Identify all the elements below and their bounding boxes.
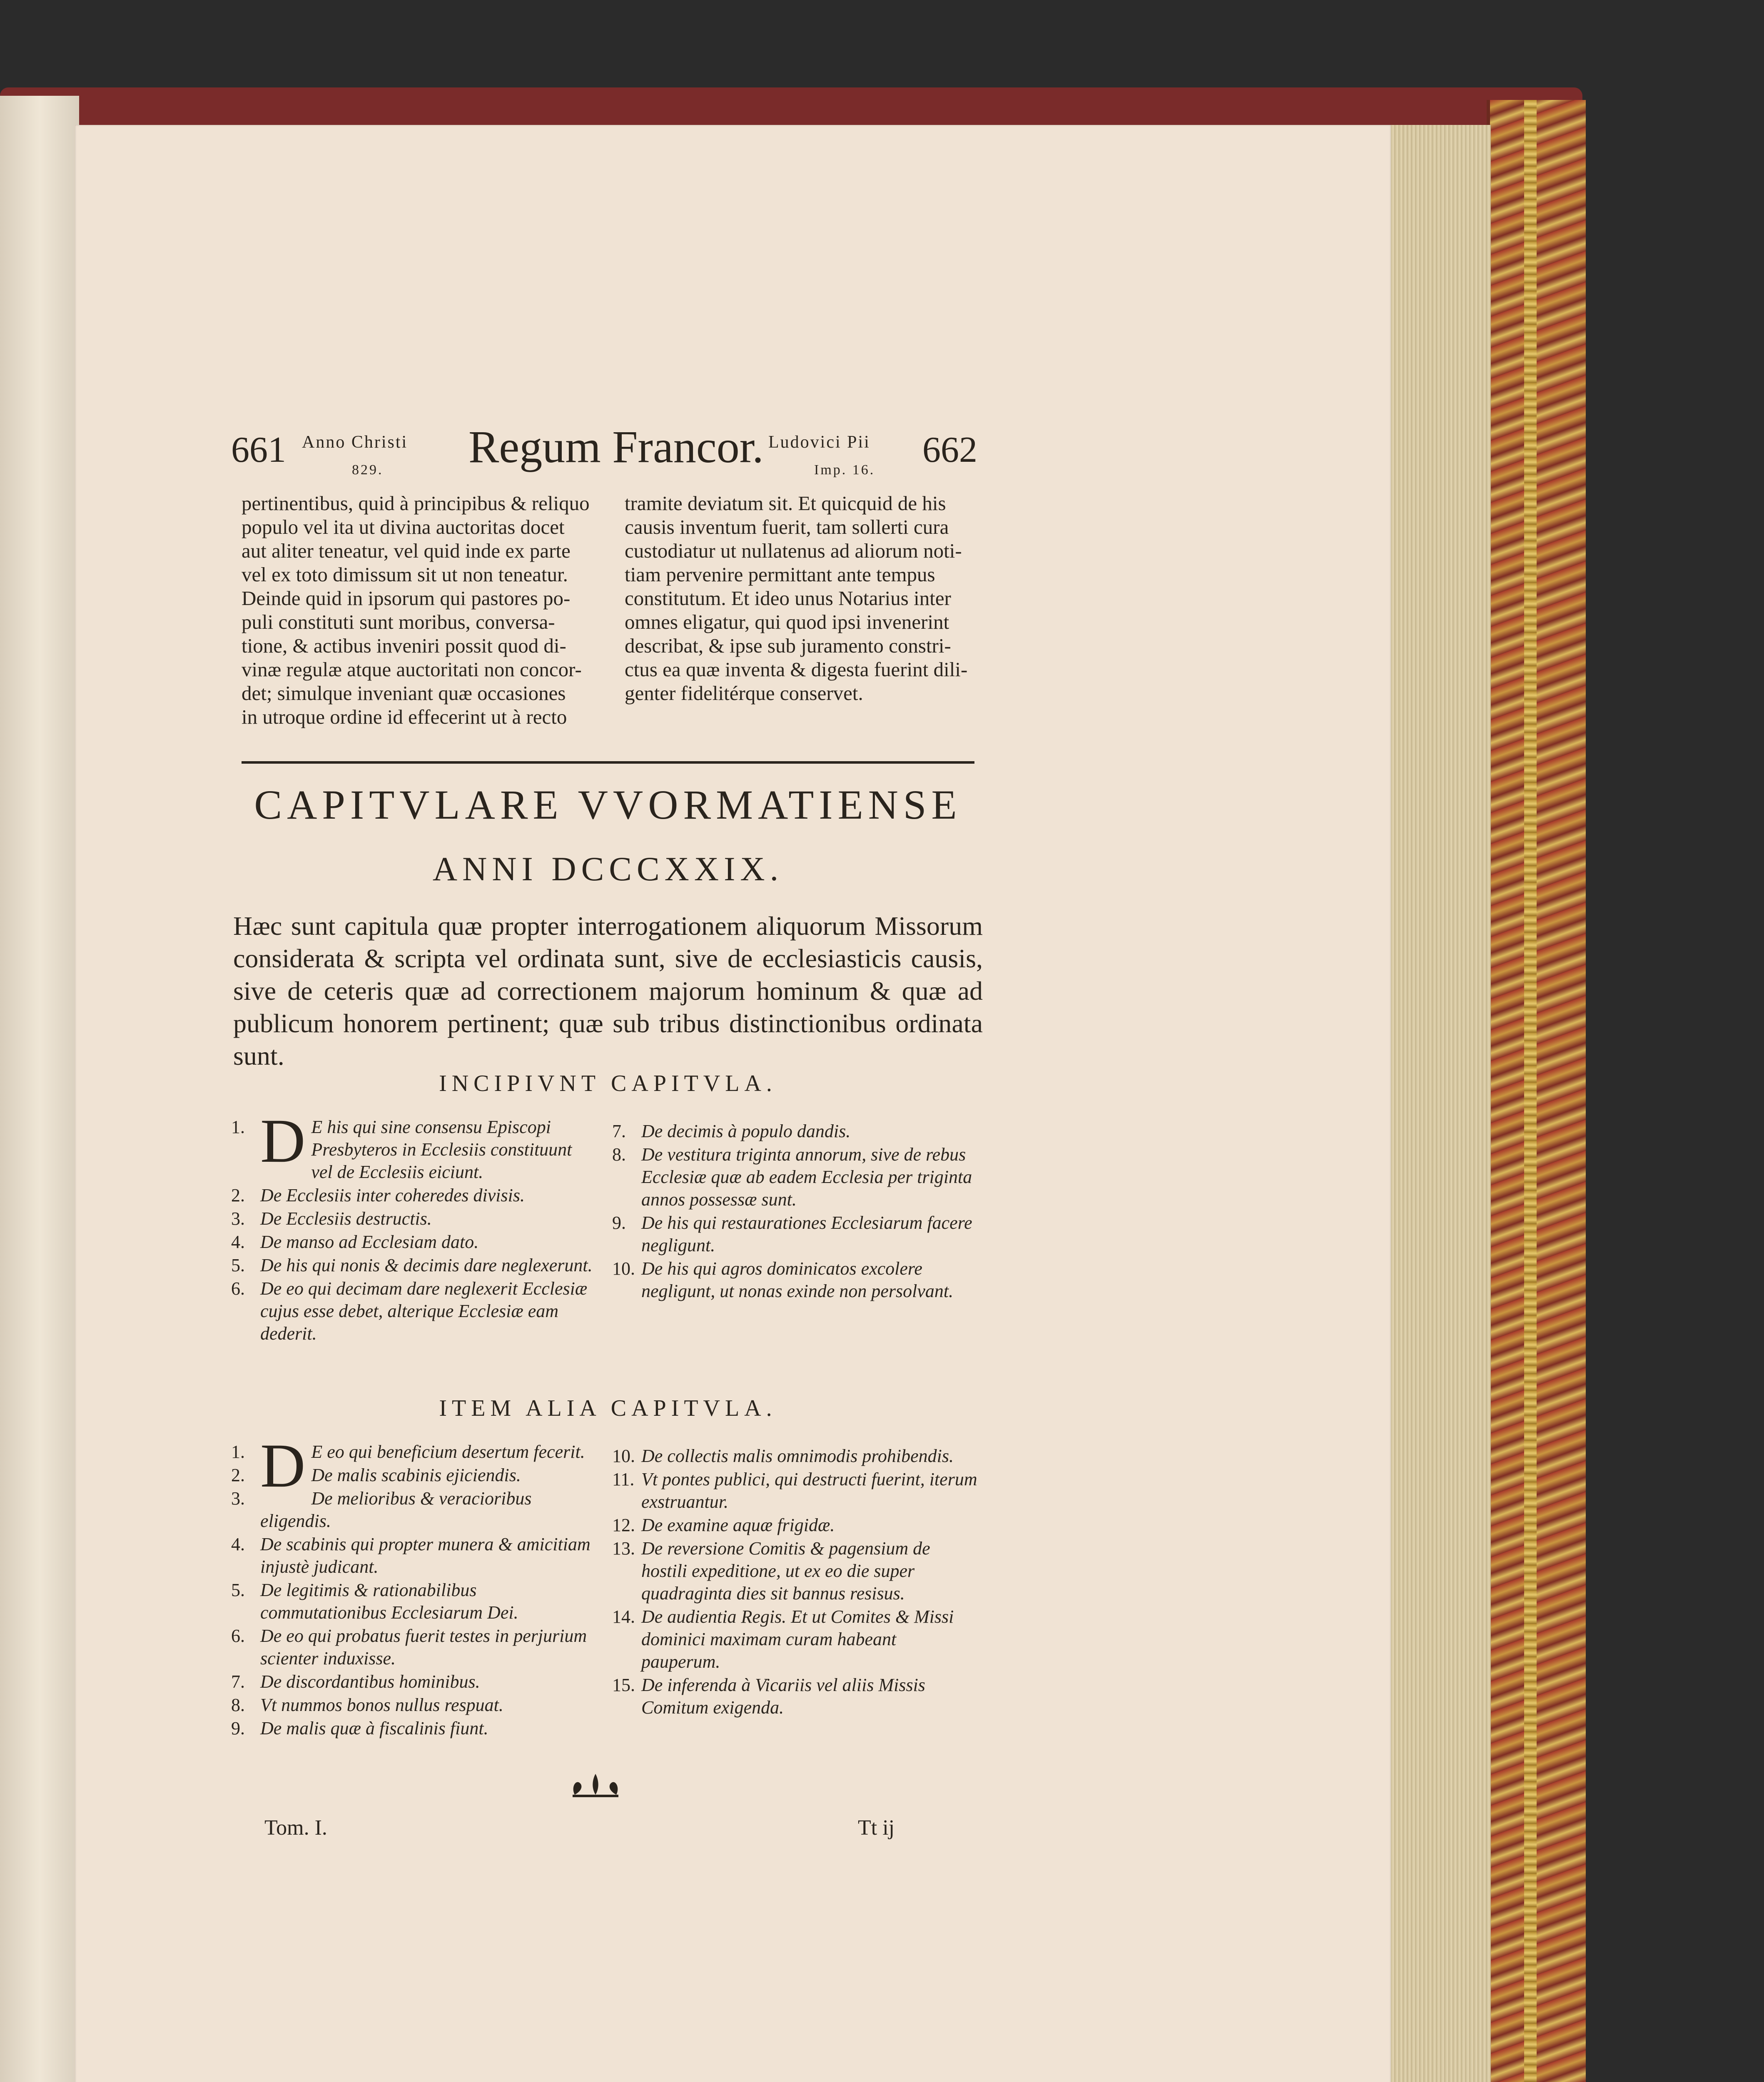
- item-number: 10.: [612, 1446, 635, 1466]
- item-number: 2.: [231, 1185, 245, 1205]
- page-fore-edge: [1374, 125, 1491, 2082]
- list-item: [612, 1212, 979, 1257]
- section2-right-list: [612, 1445, 979, 1720]
- item-text: Vt pontes publici, qui destructi fuerint, iterum exstruantur.: [641, 1469, 977, 1512]
- list-item: [231, 1694, 593, 1716]
- text-line: tione, & actibus inveniri possit quod di-: [242, 634, 566, 657]
- chapter-intro: Hæc sunt capitula quæ propter interrogationem aliquorum Missorum considerata & scripta vel ordinata sunt, sive de ecclesiasticis causis, sive de ceteris quæ ad correctionem majorum hominum & quæ ad publicum honorem pertinent; quæ sub tribus distinctionibus ordinata sunt.: [233, 911, 983, 1071]
- gilt-border: [1524, 100, 1537, 2082]
- footer-signature: Tt ij: [858, 1816, 895, 1840]
- section2-left-list: [231, 1431, 593, 1741]
- list-item: [231, 1184, 593, 1207]
- section-rule: [242, 761, 974, 764]
- fleuron-ornament-icon: [566, 1770, 625, 1799]
- list-item: [231, 1533, 593, 1578]
- text-line: aut aliter teneatur, vel quid inde ex parte: [242, 539, 571, 562]
- drop-cap: D: [260, 1106, 306, 1175]
- list-item: [231, 1106, 593, 1183]
- item-text: De malis quæ à fiscalinis fiunt.: [260, 1718, 488, 1738]
- item-text: De collectis malis omnimodis prohibendis.: [641, 1446, 954, 1466]
- item-number: 8.: [612, 1144, 626, 1165]
- list-item: [612, 1514, 979, 1537]
- drop-cap: D: [260, 1431, 306, 1500]
- item-text: De his qui restaurationes Ecclesiarum facere negligunt.: [641, 1213, 972, 1255]
- item-number: 7.: [231, 1671, 245, 1692]
- text-line: omnes eligatur, qui quod ipsi invenerint: [625, 610, 949, 633]
- list-item: [612, 1120, 979, 1143]
- text-line: vinæ regulæ atque auctoritati non concor-: [242, 658, 582, 681]
- item-number: 8.: [231, 1695, 245, 1715]
- text-line: tiam pervenire permittant ante tempus: [625, 563, 935, 586]
- item-text: De his qui agros dominicatos excolere negligunt, ut nonas exinde non persolvant.: [641, 1258, 954, 1301]
- list-item: [612, 1674, 979, 1719]
- item-number: 2.: [231, 1465, 245, 1485]
- header-imp: Imp. 16.: [814, 462, 875, 478]
- item-text: De melioribus & veracioribus eligendis.: [260, 1488, 532, 1531]
- text-line: describat, & ipse sub juramento constri-: [625, 634, 951, 657]
- list-item: [231, 1625, 593, 1670]
- page-number-left: 661: [231, 430, 286, 470]
- header-year: 829.: [352, 462, 384, 478]
- header-title: Regum Francor.: [468, 421, 764, 472]
- list-item: [231, 1278, 593, 1345]
- item-number: 6.: [231, 1626, 245, 1646]
- item-number: 12.: [612, 1515, 635, 1535]
- item-text: De legitimis & rationabilibus commutationibus Ecclesiarum Dei.: [260, 1580, 518, 1623]
- list-item: [612, 1537, 979, 1605]
- text-line: tramite deviatum sit. Et quicquid de his: [625, 492, 946, 515]
- item-number: 3.: [231, 1488, 245, 1509]
- left-page-edge: [0, 96, 79, 2082]
- text-line: pertinentibus, quid à principibus & reliquo: [242, 492, 590, 515]
- list-item: [231, 1579, 593, 1624]
- list-item: [612, 1258, 979, 1302]
- running-header: [231, 416, 993, 487]
- item-number: 1.: [231, 1117, 245, 1137]
- item-number: 10.: [612, 1258, 635, 1279]
- section-heading-item-alia: ITEM ALIA CAPITVLA.: [439, 1395, 777, 1421]
- chapter-subtitle: ANNI DCCCXXIX.: [432, 850, 784, 888]
- item-text: De inferenda à Vicariis vel aliis Missis Comitum exigenda.: [641, 1675, 925, 1718]
- item-number: 11.: [612, 1469, 635, 1489]
- top-text-right-column: [625, 491, 987, 705]
- item-text: De malis scabinis ejiciendis.: [311, 1465, 521, 1485]
- item-text: De reversione Comitis & pagensium de hostili expeditione, ut ex eo die super quadraginta dies sit bannus resisus.: [641, 1538, 930, 1604]
- text-line: det; simulque inveniant quæ occasiones: [242, 682, 566, 705]
- item-number: 15.: [612, 1675, 635, 1695]
- item-number: 5.: [231, 1580, 245, 1600]
- list-item: [231, 1231, 593, 1253]
- ludovici-pii: Ludovici Pii: [768, 433, 870, 452]
- text-line: Deinde quid in ipsorum qui pastores po-: [242, 587, 571, 610]
- text-line: vel ex toto dimissum sit ut non teneatur.: [242, 563, 568, 586]
- item-text: De audientia Regis. Et ut Comites & Missi dominici maximam curam habeant pauperum.: [641, 1606, 954, 1672]
- item-text: De examine aquæ frigidæ.: [641, 1515, 835, 1535]
- text-line: populo vel ita ut divina auctoritas docet: [242, 516, 565, 538]
- chapter-title: CAPITVLARE VVORMATIENSE: [254, 782, 962, 828]
- top-text-left-column: [242, 491, 608, 729]
- item-number: 4.: [231, 1534, 245, 1554]
- item-number: 5.: [231, 1255, 245, 1275]
- item-text: De decimis à populo dandis.: [641, 1121, 851, 1141]
- item-text: Vt nummos bonos nullus respuat.: [260, 1695, 503, 1715]
- section1-right-list: [612, 1120, 979, 1303]
- item-text: De Ecclesiis inter coheredes divisis.: [260, 1185, 525, 1205]
- item-text: E eo qui beneficium desertum fecerit.: [311, 1442, 585, 1462]
- section1-left-list: [231, 1106, 593, 1346]
- list-item: [231, 1208, 593, 1230]
- item-text: De scabinis qui propter munera & amicitiam injustè judicant.: [260, 1534, 590, 1577]
- text-line: in utroque ordine id effecerint ut à recto: [242, 705, 567, 728]
- text-line: puli constituti sunt moribus, conversa-: [242, 610, 555, 633]
- footer-volume: Tom. I.: [264, 1816, 327, 1840]
- item-text: De discordantibus hominibus.: [260, 1671, 480, 1692]
- item-number: 14.: [612, 1606, 635, 1627]
- text-line: constitutum. Et ideo unus Notarius inter: [625, 587, 951, 610]
- item-number: 9.: [612, 1213, 626, 1233]
- text-line: causis inventum fuerit, tam sollerti cura: [625, 516, 949, 538]
- item-text: De vestitura triginta annorum, sive de rebus Ecclesiæ quæ ab eadem Ecclesia per triginta annos possessæ sunt.: [641, 1144, 972, 1210]
- item-text: De his qui nonis & decimis dare neglexerunt.: [260, 1255, 593, 1275]
- item-number: 9.: [231, 1718, 245, 1738]
- item-number: 1.: [231, 1442, 245, 1462]
- text-line: genter fidelitérque conservet.: [625, 682, 863, 705]
- list-item: [231, 1717, 593, 1740]
- item-text: De Ecclesiis destructis.: [260, 1208, 432, 1229]
- anno-christi: Anno Christi: [302, 433, 408, 452]
- text-line: ctus ea quæ inventa & digesta fuerint dili-: [625, 658, 968, 681]
- item-number: 13.: [612, 1538, 635, 1559]
- item-text: E his qui sine consensu Episcopi Presbyteros in Ecclesiis constituunt vel de Ecclesiis eiciunt.: [311, 1117, 572, 1182]
- list-item: [231, 1464, 593, 1487]
- page-number-right: 662: [922, 430, 977, 470]
- list-item: [612, 1143, 979, 1211]
- item-text: De eo qui probatus fuerit testes in perjurium scienter induxisse.: [260, 1626, 587, 1669]
- list-item: [612, 1445, 979, 1467]
- list-item: [231, 1487, 593, 1532]
- item-number: 3.: [231, 1208, 245, 1229]
- item-text: De manso ad Ecclesiam dato.: [260, 1232, 479, 1252]
- list-item: [231, 1671, 593, 1693]
- item-number: 6.: [231, 1278, 245, 1299]
- list-item: [612, 1606, 979, 1673]
- text-line: custodiatur ut nullatenus ad aliorum noti-: [625, 539, 962, 562]
- list-item: [612, 1468, 979, 1513]
- list-item: [231, 1254, 593, 1277]
- item-number: 4.: [231, 1232, 245, 1252]
- item-text: De eo qui decimam dare neglexerit Ecclesiæ cujus esse debet, alterique Ecclesiæ eam dederit.: [260, 1278, 588, 1344]
- section-heading-incipiunt: INCIPIVNT CAPITVLA.: [439, 1071, 777, 1096]
- item-number: 7.: [612, 1121, 626, 1141]
